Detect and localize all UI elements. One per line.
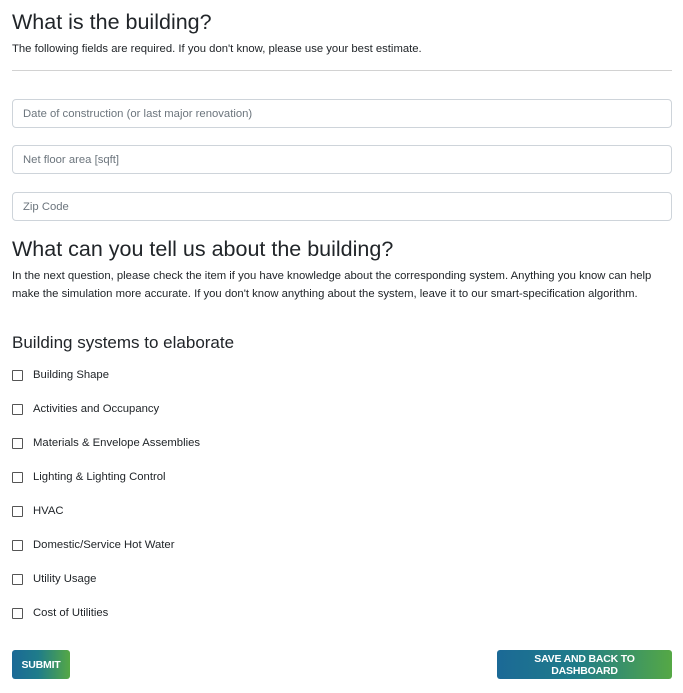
zip-code-input[interactable]: [13, 193, 671, 220]
construction-date-field[interactable]: [12, 99, 672, 128]
section-title-about: What can you tell us about the building?: [12, 237, 394, 261]
system-option-hvac[interactable]: [12, 503, 64, 519]
checkbox[interactable]: [12, 540, 23, 551]
system-option-label: Building Shape: [33, 369, 110, 381]
system-option-label: Cost of Utilities: [33, 607, 109, 619]
system-option-materials-envelope[interactable]: [12, 435, 200, 451]
floor-area-field[interactable]: [12, 145, 672, 174]
checkbox[interactable]: [12, 608, 23, 619]
checkbox[interactable]: [12, 574, 23, 585]
section-title-building: What is the building?: [12, 10, 212, 34]
systems-heading: Building systems to elaborate: [12, 333, 235, 352]
floor-area-input[interactable]: [13, 146, 671, 173]
system-option-building-shape[interactable]: [12, 367, 109, 383]
system-option-label: Lighting & Lighting Control: [33, 471, 166, 483]
checkbox[interactable]: [12, 370, 23, 381]
required-fields-note: The following fields are required. If you don't know, please use your best estimate.: [12, 43, 422, 55]
zip-code-field[interactable]: [12, 192, 672, 221]
system-option-label: Materials & Envelope Assemblies: [33, 437, 201, 449]
about-description: In the next question, please check the item if you have knowledge about the corresponding system. Anything you know can help make the simulation more accurate. If you don't know anything about the system, leave it to our smart-specification algorithm.: [12, 270, 652, 300]
system-option-label: Utility Usage: [33, 573, 97, 585]
system-option-label: Domestic/Service Hot Water: [33, 539, 175, 551]
system-option-utility-usage[interactable]: [12, 571, 96, 587]
submit-button[interactable]: SUBMIT: [12, 650, 70, 679]
system-option-cost-of-utilities[interactable]: [12, 605, 108, 621]
system-option-label: HVAC: [33, 505, 64, 517]
system-option-hot-water[interactable]: [12, 537, 174, 553]
system-option-activities-occupancy[interactable]: [12, 401, 159, 417]
checkbox[interactable]: [12, 472, 23, 483]
divider: [12, 70, 672, 71]
system-option-label: Activities and Occupancy: [33, 403, 160, 415]
construction-date-input[interactable]: [13, 100, 671, 127]
checkbox[interactable]: [12, 438, 23, 449]
checkbox[interactable]: [12, 506, 23, 517]
system-option-lighting[interactable]: [12, 469, 166, 485]
checkbox[interactable]: [12, 404, 23, 415]
save-and-back-button[interactable]: SAVE AND BACK TO DASHBOARD: [497, 650, 672, 679]
